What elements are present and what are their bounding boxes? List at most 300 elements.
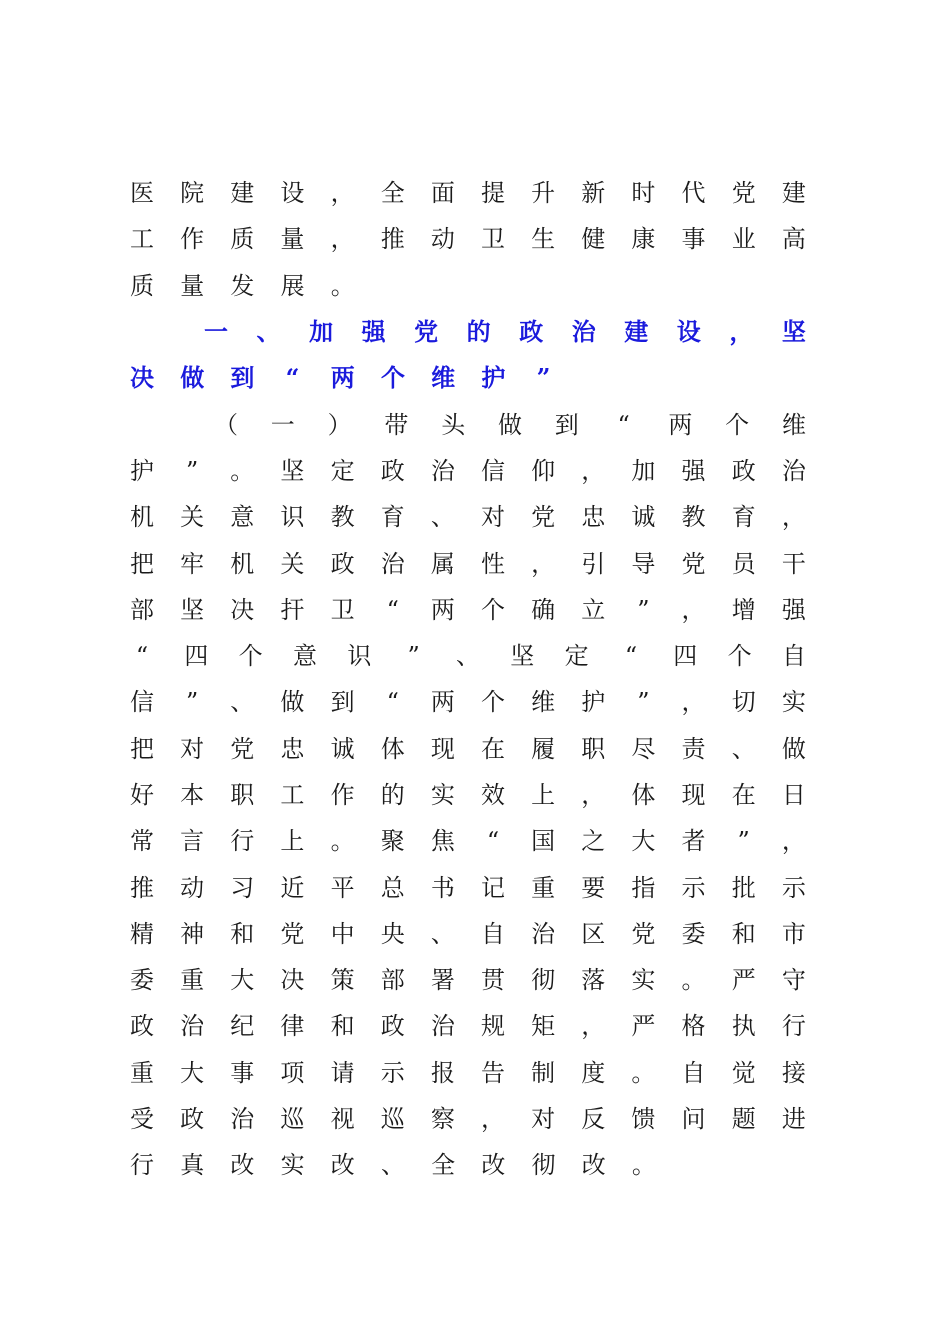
text-glyph: 部 [380, 966, 405, 995]
text-glyph: 进 [781, 1105, 806, 1134]
text-glyph: 党 [414, 317, 439, 347]
text-glyph: 带 [384, 410, 409, 439]
text-glyph: 反 [581, 1105, 606, 1134]
text-glyph: 部 [130, 595, 154, 624]
text-glyph: 机 [230, 549, 255, 578]
section-heading-line [130, 355, 806, 401]
text-glyph: 个 [727, 642, 752, 671]
text-glyph: 问 [681, 1105, 706, 1134]
text-glyph: 护 [481, 363, 506, 393]
text-glyph: 现 [430, 734, 455, 763]
text-line [130, 726, 806, 772]
text-line [130, 957, 806, 1003]
text-line [130, 911, 806, 957]
text-glyph: 卫 [330, 595, 355, 624]
text-glyph: 巡 [380, 1105, 405, 1134]
text-glyph: 尽 [631, 734, 656, 763]
text-glyph: 信 [130, 688, 154, 717]
text-glyph: 教 [330, 503, 355, 532]
text-glyph: 体 [631, 781, 656, 809]
text-glyph: “ [135, 642, 149, 671]
text-glyph: 上 [531, 781, 556, 809]
text-glyph: 署 [430, 966, 455, 995]
text-glyph: 矩 [531, 1012, 556, 1041]
text-glyph: 展 [280, 271, 305, 300]
text-glyph: ， [531, 549, 556, 578]
text-glyph: 增 [731, 595, 756, 624]
text-glyph: 干 [781, 549, 806, 578]
text-glyph: 全 [431, 1151, 456, 1180]
text-glyph: 近 [280, 873, 305, 902]
text-glyph: 面 [430, 179, 455, 208]
text-glyph: 馈 [631, 1105, 656, 1134]
text-glyph: 员 [731, 549, 756, 578]
text-glyph: ” [186, 688, 199, 717]
text-glyph: ， [681, 688, 706, 717]
text-glyph: 言 [180, 827, 205, 856]
text-glyph: 实 [280, 1151, 305, 1180]
text-glyph: 量 [280, 225, 305, 254]
text-glyph: 治 [571, 317, 596, 347]
text-glyph: 工 [130, 225, 154, 254]
text-glyph: ， [781, 503, 806, 532]
text-glyph: 强 [681, 456, 706, 485]
text-glyph: 立 [581, 595, 606, 624]
text-glyph: 意 [292, 642, 317, 671]
text-glyph: 自 [781, 642, 806, 671]
text-glyph: 治 [230, 1105, 255, 1134]
text-glyph: （ [214, 410, 238, 439]
text-glyph: 高 [781, 225, 806, 254]
text-glyph: 自 [480, 919, 505, 948]
text-glyph: 个 [725, 410, 750, 439]
text-glyph: 头 [441, 410, 466, 439]
text-glyph: 格 [681, 1012, 706, 1041]
text-glyph: 质 [230, 225, 255, 254]
text-line [130, 587, 806, 633]
text-line [130, 818, 806, 864]
text-glyph: 改 [481, 1151, 506, 1180]
text-glyph: 政 [731, 456, 756, 485]
text-glyph: 发 [230, 271, 255, 300]
text-glyph: 严 [731, 966, 756, 995]
text-glyph: 时 [631, 179, 656, 208]
text-line [130, 540, 806, 586]
text-glyph: 建 [781, 179, 806, 208]
text-glyph: 个 [238, 642, 263, 671]
text-glyph: 坚 [280, 456, 305, 485]
text-glyph: 确 [531, 595, 556, 624]
text-glyph: 健 [581, 225, 606, 254]
text-glyph: 四 [673, 642, 698, 671]
text-glyph: 、 [430, 503, 455, 532]
text-glyph: 决 [230, 595, 255, 624]
text-glyph: 自 [681, 1058, 706, 1087]
text-glyph: 、 [455, 642, 480, 671]
text-glyph: 。 [330, 827, 355, 856]
text-glyph: 坚 [180, 595, 205, 624]
text-glyph: 区 [581, 919, 606, 948]
text-glyph: 关 [280, 549, 305, 578]
text-glyph: 工 [280, 781, 305, 809]
text-glyph: “ [624, 642, 638, 671]
text-glyph: 强 [781, 595, 806, 624]
text-glyph: 生 [531, 225, 556, 254]
text-glyph: 忠 [280, 734, 305, 763]
text-glyph: “ [617, 410, 630, 439]
text-glyph: 个 [480, 688, 505, 717]
text-glyph: 党 [531, 503, 556, 532]
text-glyph: ， [581, 781, 606, 809]
text-glyph: 改 [230, 1151, 255, 1180]
text-glyph: 、 [430, 919, 455, 948]
text-glyph: 巡 [280, 1105, 305, 1134]
text-glyph: 履 [531, 734, 556, 763]
text-glyph: 。 [631, 1058, 656, 1087]
text-glyph: 推 [130, 873, 154, 902]
text-glyph: 院 [180, 179, 205, 208]
text-glyph: 上 [280, 827, 305, 856]
text-glyph: 守 [781, 966, 806, 995]
text-glyph: 坚 [510, 642, 535, 671]
text-glyph: 教 [681, 503, 706, 532]
text-glyph: “ [386, 688, 399, 717]
text-glyph: 做 [280, 688, 305, 717]
text-glyph: ” [407, 642, 420, 671]
text-glyph: 事 [230, 1058, 255, 1087]
text-glyph: 引 [581, 549, 606, 578]
text-glyph: 设 [676, 317, 701, 347]
text-glyph: 现 [681, 781, 706, 809]
text-glyph: 大 [631, 827, 656, 856]
text-line [130, 633, 806, 679]
text-glyph: 项 [280, 1058, 305, 1087]
text-glyph: 忠 [581, 503, 606, 532]
text-glyph: 个 [480, 595, 505, 624]
text-glyph: 新 [581, 179, 606, 208]
text-glyph: 两 [430, 688, 455, 717]
text-glyph: 属 [430, 549, 455, 578]
text-glyph: 中 [330, 919, 355, 948]
text-glyph: 接 [781, 1058, 806, 1087]
text-glyph: ， [581, 456, 606, 485]
text-glyph: 机 [130, 503, 154, 532]
text-glyph: 建 [230, 179, 255, 208]
text-glyph: 真 [180, 1151, 205, 1180]
text-glyph: 对 [480, 503, 505, 532]
text-glyph: 业 [731, 225, 756, 254]
text-glyph: 党 [230, 734, 255, 763]
text-glyph: 和 [731, 919, 756, 948]
text-glyph: 之 [581, 827, 606, 856]
text-glyph: 示 [380, 1058, 405, 1087]
text-glyph: 做 [497, 410, 522, 439]
text-line [130, 1050, 806, 1096]
text-glyph: 仰 [531, 456, 556, 485]
text-glyph: ， [330, 225, 355, 254]
text-glyph: 书 [430, 873, 455, 902]
text-glyph: 好 [130, 781, 154, 809]
text-glyph: 护 [130, 456, 154, 485]
text-glyph: 的 [466, 317, 491, 347]
text-glyph: 改 [581, 1151, 606, 1180]
text-glyph: 者 [681, 827, 706, 856]
text-glyph: 实 [631, 966, 656, 995]
text-line [130, 1142, 806, 1188]
text-glyph: 加 [631, 456, 656, 485]
text-glyph: ” [536, 363, 551, 393]
text-glyph: 受 [130, 1105, 154, 1134]
text-glyph: 治 [430, 1012, 455, 1041]
text-glyph: 纪 [230, 1012, 255, 1041]
text-glyph: 对 [531, 1105, 556, 1134]
text-glyph: 执 [731, 1012, 756, 1041]
text-glyph: 诚 [631, 503, 656, 532]
text-glyph: 实 [781, 688, 806, 717]
text-glyph: 、 [256, 317, 281, 347]
text-glyph: 把 [130, 549, 154, 578]
text-glyph: 批 [731, 873, 756, 902]
text-glyph: 维 [781, 410, 806, 439]
text-glyph: 政 [380, 456, 405, 485]
text-glyph: 党 [731, 179, 756, 208]
text-glyph: 坚 [781, 317, 806, 347]
text-line [130, 679, 806, 725]
text-glyph: 事 [681, 225, 706, 254]
text-glyph: 告 [480, 1058, 505, 1087]
text-glyph: 个 [380, 363, 405, 393]
text-glyph: 实 [430, 781, 455, 809]
text-glyph: 政 [130, 1012, 154, 1041]
text-glyph: 强 [361, 317, 386, 347]
text-glyph: 行 [130, 1151, 154, 1180]
text-line [130, 772, 806, 818]
text-glyph: 习 [230, 873, 255, 902]
text-glyph: 政 [380, 1012, 405, 1041]
text-glyph: 育 [380, 503, 405, 532]
text-glyph: 育 [731, 503, 756, 532]
text-glyph: 。 [230, 456, 255, 485]
text-glyph: 卫 [480, 225, 505, 254]
text-glyph: 、 [731, 734, 756, 763]
text-glyph: 医 [130, 179, 154, 208]
text-line [130, 1003, 806, 1049]
text-glyph: ， [729, 317, 754, 347]
text-glyph: 两 [330, 363, 355, 393]
text-glyph: 一 [270, 410, 295, 439]
text-glyph: 导 [631, 549, 656, 578]
text-glyph: 牢 [180, 549, 205, 578]
text-glyph: 扞 [280, 595, 305, 624]
text-glyph: 作 [330, 781, 355, 809]
text-glyph: 重 [531, 873, 556, 902]
text-glyph: 记 [480, 873, 505, 902]
text-glyph: ） [327, 410, 352, 439]
text-glyph: 质 [130, 271, 154, 300]
text-glyph: 在 [731, 781, 756, 809]
text-glyph: 职 [581, 734, 606, 763]
text-glyph: 到 [330, 688, 355, 717]
text-glyph: “ [285, 363, 300, 393]
text-glyph: 诚 [330, 734, 355, 763]
text-glyph: 日 [781, 781, 806, 809]
text-glyph: 体 [380, 734, 405, 763]
text-glyph: “ [386, 595, 399, 624]
text-glyph: 推 [380, 225, 405, 254]
text-glyph: 意 [230, 503, 255, 532]
text-glyph: 职 [230, 781, 255, 809]
text-glyph: 市 [781, 919, 806, 948]
text-glyph: 策 [330, 966, 355, 995]
text-line [130, 494, 806, 540]
text-glyph: 升 [531, 179, 556, 208]
text-glyph: 在 [480, 734, 505, 763]
text-glyph: “ [486, 827, 500, 856]
text-glyph: 维 [431, 363, 456, 393]
text-glyph: 切 [731, 688, 756, 717]
text-glyph: 聚 [380, 827, 405, 856]
text-line [130, 1096, 806, 1142]
text-glyph: 性 [480, 549, 505, 578]
text-glyph: 神 [180, 919, 205, 948]
text-glyph: 效 [480, 781, 505, 809]
text-glyph: 识 [280, 503, 305, 532]
section-heading-line [130, 309, 806, 355]
text-glyph: 定 [564, 642, 589, 671]
text-glyph: 政 [330, 549, 355, 578]
text-glyph: 。 [681, 966, 706, 995]
text-glyph: 四 [184, 642, 209, 671]
text-glyph: 题 [731, 1105, 756, 1134]
text-glyph: 央 [380, 919, 405, 948]
text-glyph: 行 [230, 827, 255, 856]
text-glyph: 动 [180, 873, 205, 902]
text-glyph: 落 [581, 966, 606, 995]
text-glyph: 律 [280, 1012, 305, 1041]
text-glyph: 察 [430, 1105, 455, 1134]
text-glyph: 决 [130, 363, 154, 393]
text-glyph: 建 [624, 317, 649, 347]
text-glyph: ， [781, 827, 806, 856]
text-glyph: 国 [531, 827, 556, 856]
text-line [130, 401, 806, 447]
text-glyph: 治 [781, 456, 806, 485]
text-glyph: 量 [180, 271, 205, 300]
text-line [130, 170, 806, 216]
text-glyph: 总 [380, 873, 405, 902]
text-glyph: 治 [531, 919, 556, 948]
text-glyph: 治 [180, 1012, 205, 1041]
text-glyph: 作 [180, 225, 205, 254]
text-glyph: 决 [280, 966, 305, 995]
text-glyph: 觉 [731, 1058, 756, 1087]
text-glyph: 贯 [480, 966, 505, 995]
document-body [130, 170, 806, 1189]
text-glyph: 护 [581, 688, 606, 717]
text-glyph: 委 [681, 919, 706, 948]
text-glyph: 对 [180, 734, 205, 763]
text-glyph: 康 [631, 225, 656, 254]
text-glyph: 报 [430, 1058, 455, 1087]
text-glyph: 常 [130, 827, 154, 856]
text-glyph: 维 [531, 688, 556, 717]
text-glyph: 一 [204, 317, 228, 347]
text-glyph: 治 [430, 456, 455, 485]
text-glyph: 提 [480, 179, 505, 208]
text-glyph: 、 [380, 1151, 405, 1180]
text-glyph: 彻 [531, 1151, 556, 1180]
text-glyph: ， [581, 1012, 606, 1041]
text-glyph: 彻 [531, 966, 556, 995]
text-glyph: 大 [230, 966, 255, 995]
text-glyph: 。 [631, 1151, 656, 1180]
text-glyph: ” [637, 688, 650, 717]
text-glyph: 请 [330, 1058, 355, 1087]
text-glyph: 信 [480, 456, 505, 485]
text-glyph: ， [681, 595, 706, 624]
text-glyph: 重 [130, 1058, 154, 1087]
text-glyph: 度 [581, 1058, 606, 1087]
text-glyph: 视 [330, 1105, 355, 1134]
text-glyph: 规 [480, 1012, 505, 1041]
text-line [130, 216, 806, 262]
text-glyph: 平 [330, 873, 355, 902]
text-glyph: 动 [430, 225, 455, 254]
text-glyph: 两 [430, 595, 455, 624]
text-glyph: 设 [280, 179, 305, 208]
text-glyph: 到 [230, 363, 255, 393]
text-glyph: 本 [180, 781, 205, 809]
text-glyph: 制 [531, 1058, 556, 1087]
text-glyph: 做 [781, 734, 806, 763]
text-glyph: 严 [631, 1012, 656, 1041]
text-glyph: 大 [180, 1058, 205, 1087]
text-glyph: 重 [180, 966, 205, 995]
text-glyph: 加 [309, 317, 334, 347]
text-glyph: ” [637, 595, 650, 624]
text-line [130, 864, 806, 910]
text-glyph: ” [737, 827, 750, 856]
text-glyph: 关 [180, 503, 205, 532]
text-glyph: 。 [330, 271, 355, 300]
text-glyph: 行 [781, 1012, 806, 1041]
text-glyph: 两 [668, 410, 693, 439]
text-glyph: 党 [280, 919, 305, 948]
text-glyph: 委 [130, 966, 154, 995]
text-glyph: ， [330, 179, 355, 208]
text-glyph: 定 [330, 456, 355, 485]
text-glyph: 代 [681, 179, 706, 208]
text-glyph: 、 [230, 688, 255, 717]
text-glyph: ， [480, 1105, 505, 1134]
text-glyph: 识 [347, 642, 372, 671]
text-glyph: 要 [581, 873, 606, 902]
text-glyph: 示 [781, 873, 806, 902]
text-glyph: 的 [380, 781, 405, 809]
text-glyph: 党 [631, 919, 656, 948]
text-glyph: 到 [554, 410, 579, 439]
text-glyph: 精 [130, 919, 154, 948]
text-glyph: 治 [380, 549, 405, 578]
text-glyph: 党 [681, 549, 706, 578]
text-glyph: 政 [519, 317, 544, 347]
text-glyph: 政 [180, 1105, 205, 1134]
text-line [130, 263, 806, 309]
text-glyph: 和 [230, 919, 255, 948]
text-glyph: 责 [681, 734, 706, 763]
text-glyph: 改 [330, 1151, 355, 1180]
text-glyph: 做 [180, 363, 205, 393]
